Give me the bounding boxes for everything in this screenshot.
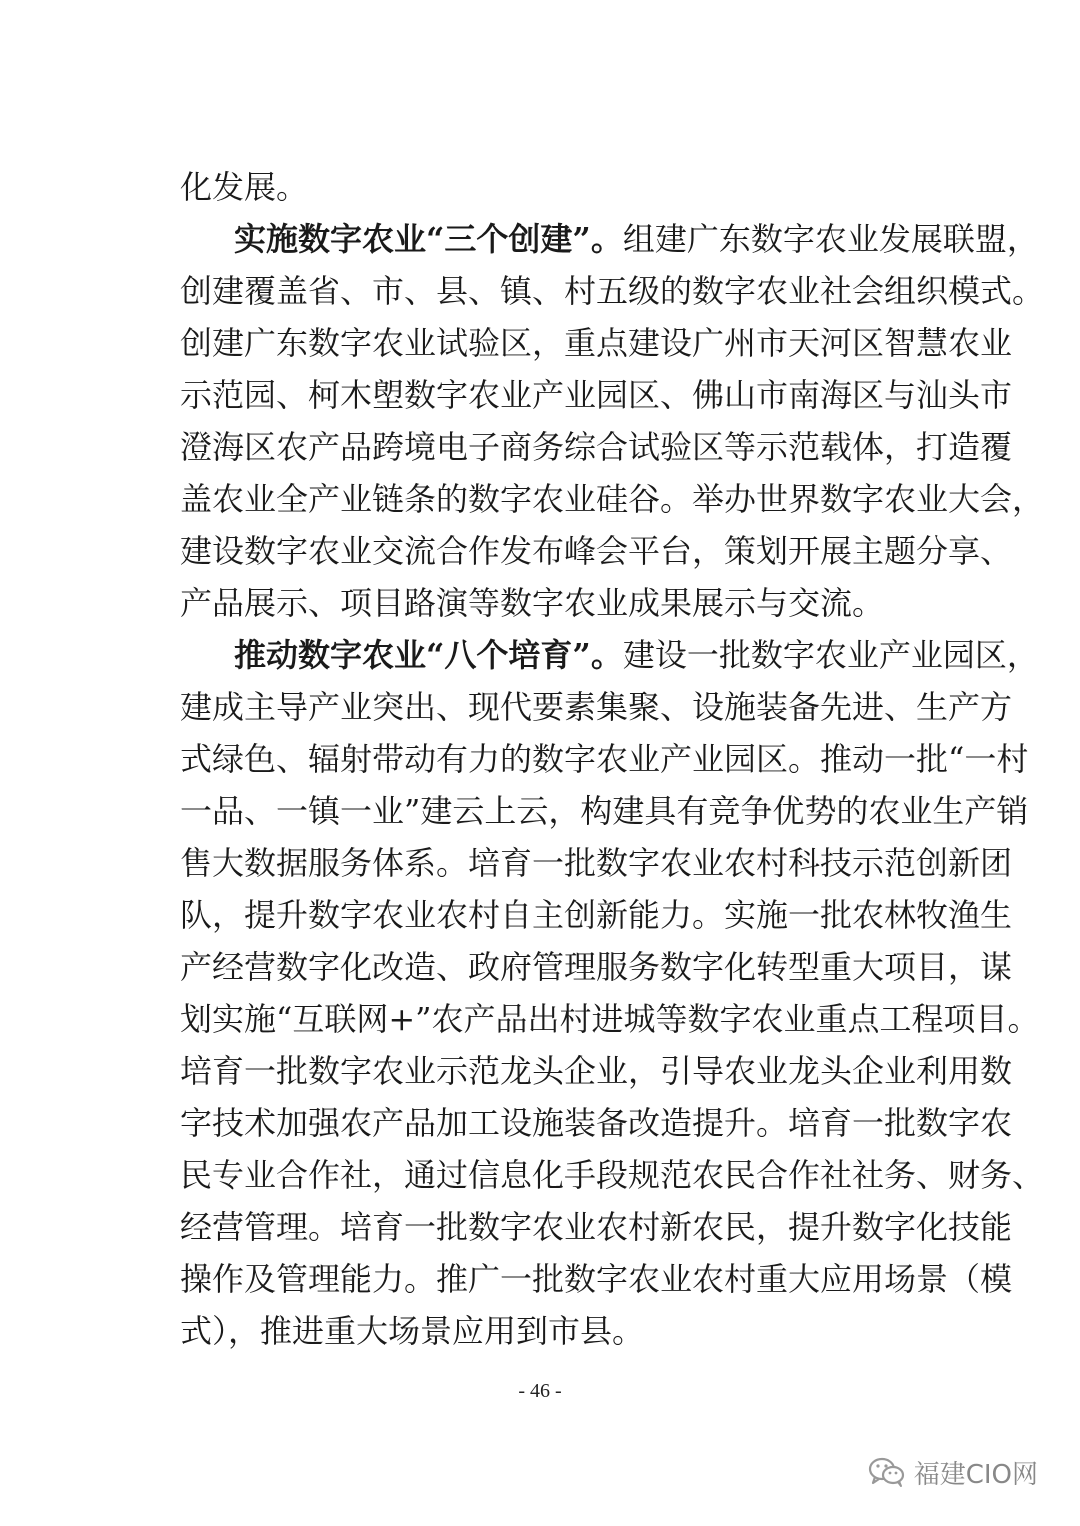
watermark-text: 福建CIO网 (913, 1459, 1038, 1490)
paragraph-line: 操作及管理能力。推广一批数字农业农村重大应用场景（模 (180, 1260, 1013, 1298)
paragraph-line: 一品、一镇一业”建云上云，构建具有竞争优势的农业生产销 (180, 792, 1029, 830)
section-heading-eight-cultivations: 推动数字农业“八个培育”。 (234, 636, 623, 674)
paragraph-line: 字技术加强农产品加工设施装备改造提升。培育一批数字农 (180, 1104, 1013, 1142)
paragraph-line: 建成主导产业突出、现代要素集聚、设施装备先进、生产方 (180, 688, 1013, 726)
paragraph-line: 创建广东数字农业试验区，重点建设广州市天河区智慧农业 (180, 324, 1013, 362)
paragraph-line: 售大数据服务体系。培育一批数字农业农村科技示范创新团 (180, 844, 1013, 882)
paragraph-line: 式），推进重大场景应用到市县。 (180, 1312, 645, 1350)
paragraph-line: 盖农业全产业链条的数字农业硅谷。举办世界数字农业大会， (180, 480, 1045, 518)
paragraph-line: 建设数字农业交流合作发布峰会平台，策划开展主题分享、 (180, 532, 1013, 570)
paragraph-line: 式绿色、辐射带动有力的数字农业产业园区。推动一批“一村 (180, 740, 1029, 778)
wechat-icon (868, 1456, 906, 1488)
paragraph-line: 民专业合作社，通过信息化手段规范农民合作社社务、财务、 (180, 1156, 1045, 1194)
section-heading-line: 推动数字农业“八个培育”。建设一批数字农业产业园区， (234, 636, 1039, 674)
paragraph-line: 培育一批数字农业示范龙头企业，引导农业龙头企业利用数 (180, 1052, 1013, 1090)
watermark (868, 1452, 1038, 1492)
paragraph-line: 队，提升数字农业农村自主创新能力。实施一批农林牧渔生 (180, 896, 1013, 934)
page-number: - 46 - (518, 1380, 562, 1402)
paragraph-line: 产品展示、项目路演等数字农业成果展示与交流。 (180, 584, 885, 622)
paragraph-line: 澄海区农产品跨境电子商务综合试验区等示范载体，打造覆 (180, 428, 1013, 466)
paragraph-line: 化发展。 (180, 168, 309, 206)
paragraph-line: 创建覆盖省、市、县、镇、村五级的数字农业社会组织模式。 (180, 272, 1045, 310)
paragraph-line: 划实施“互联网+”农产品出村进城等数字农业重点工程项目。 (180, 1000, 1040, 1038)
paragraph-line: 产经营数字化改造、政府管理服务数字化转型重大项目，谋 (180, 948, 1013, 986)
section-heading-line: 实施数字农业“三个创建”。组建广东数字农业发展联盟， (234, 220, 1039, 258)
section-heading-three-creations: 实施数字农业“三个创建”。 (234, 220, 623, 258)
paragraph-line: 示范园、柯木塱数字农业产业园区、佛山市南海区与汕头市 (180, 376, 1013, 414)
paragraph-line: 经营管理。培育一批数字农业农村新农民，提升数字化技能 (180, 1208, 1013, 1246)
